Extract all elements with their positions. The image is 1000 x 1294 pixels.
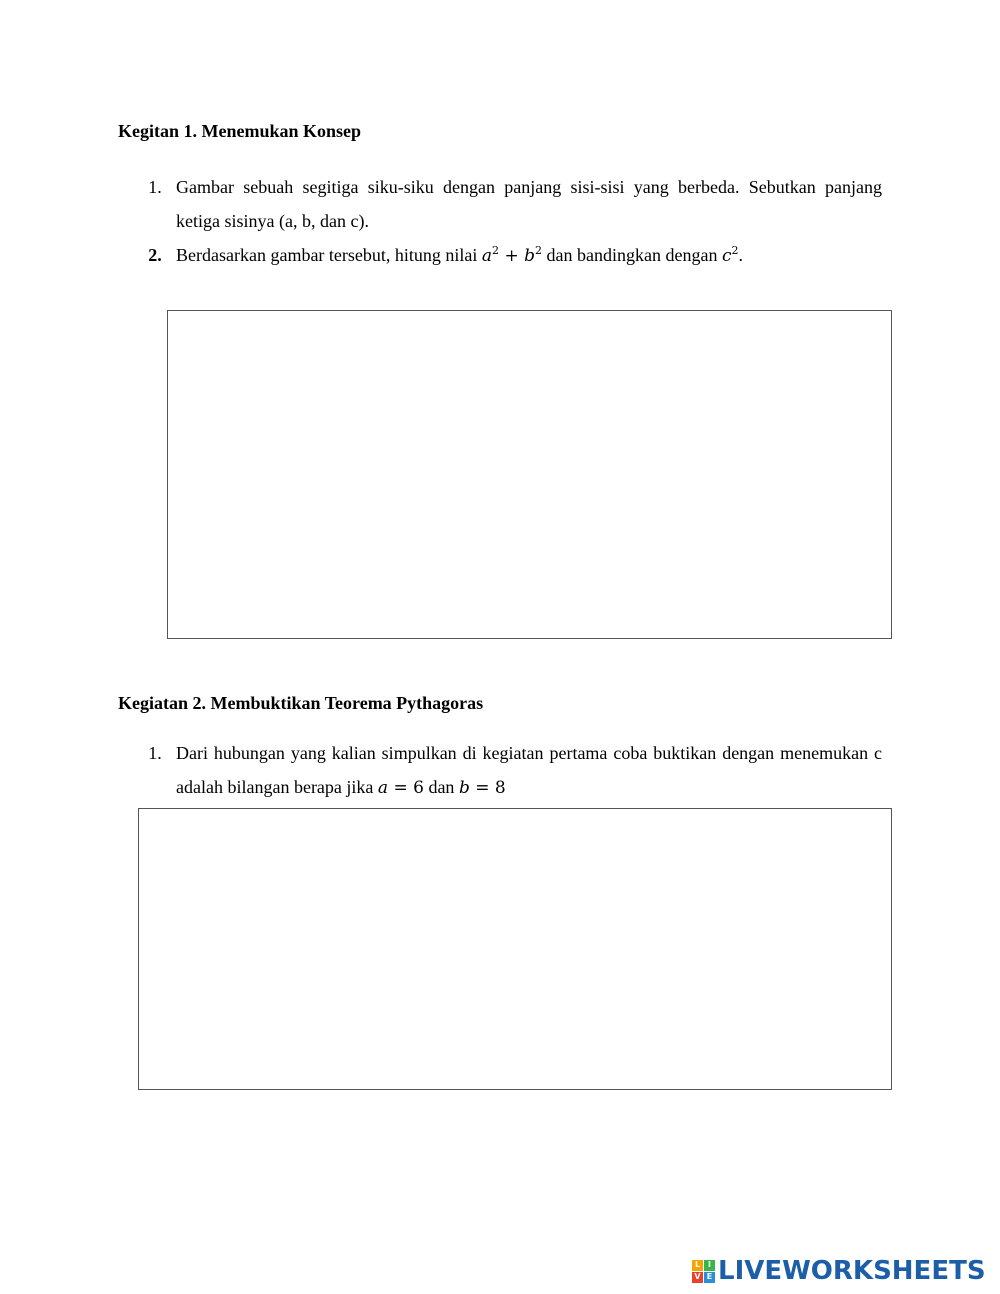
answer-box-1[interactable] xyxy=(167,310,892,639)
item-text: Berdasarkan gambar tersebut, hitung nilai $a^2 + b^2$ dan bandingkan dengan $c^2$. xyxy=(176,244,743,266)
formula-b-equals-8: b = 8 xyxy=(458,778,506,798)
item-text: Gambar sebuah segitiga siku-siku dengan panjang sisi-sisi yang berbeda. Sebutkan panjang ketiga sisinya (a, b, dan c). xyxy=(176,177,882,231)
logo-tile: L xyxy=(692,1260,703,1271)
item-number: 1. xyxy=(148,743,162,763)
logo-tile: E xyxy=(704,1272,715,1283)
liveworksheets-logo xyxy=(692,1256,986,1286)
item-text xyxy=(176,736,882,805)
item-text-middle: dan xyxy=(423,777,459,797)
logo-tile: I xyxy=(704,1260,715,1271)
formula-c2: $c^2$ xyxy=(721,244,739,266)
logo-mark-icon xyxy=(692,1260,715,1283)
item-number: 1. xyxy=(148,177,162,197)
item-number: 2. xyxy=(148,245,162,265)
section1-item-2 xyxy=(140,238,882,273)
section2-item-1 xyxy=(140,736,882,805)
formula-a-equals-6: a = 6 xyxy=(377,778,424,798)
section1-item-1 xyxy=(140,170,882,238)
section1-title: Kegitan 1. Menemukan Konsep xyxy=(118,121,362,141)
item-text-before: Berdasarkan gambar tersebut, hitung nilai xyxy=(176,245,482,265)
item-text-before: Dari hubungan yang kalian simpulkan di kegiatan pertama coba buktikan dengan menemukan c adalah bilangan berapa jika xyxy=(176,743,882,797)
formula-a2-plus-b2: $a^2 + b^2$ xyxy=(481,244,542,266)
item-text-middle: dan bandingkan dengan xyxy=(542,245,722,265)
logo-text: LIVEWORKSHEETS xyxy=(718,1256,986,1286)
logo-tile: V xyxy=(692,1272,703,1283)
section2-title: Kegiatan 2. Membuktikan Teorema Pythagoras xyxy=(118,693,484,713)
answer-box-2[interactable] xyxy=(138,808,892,1090)
